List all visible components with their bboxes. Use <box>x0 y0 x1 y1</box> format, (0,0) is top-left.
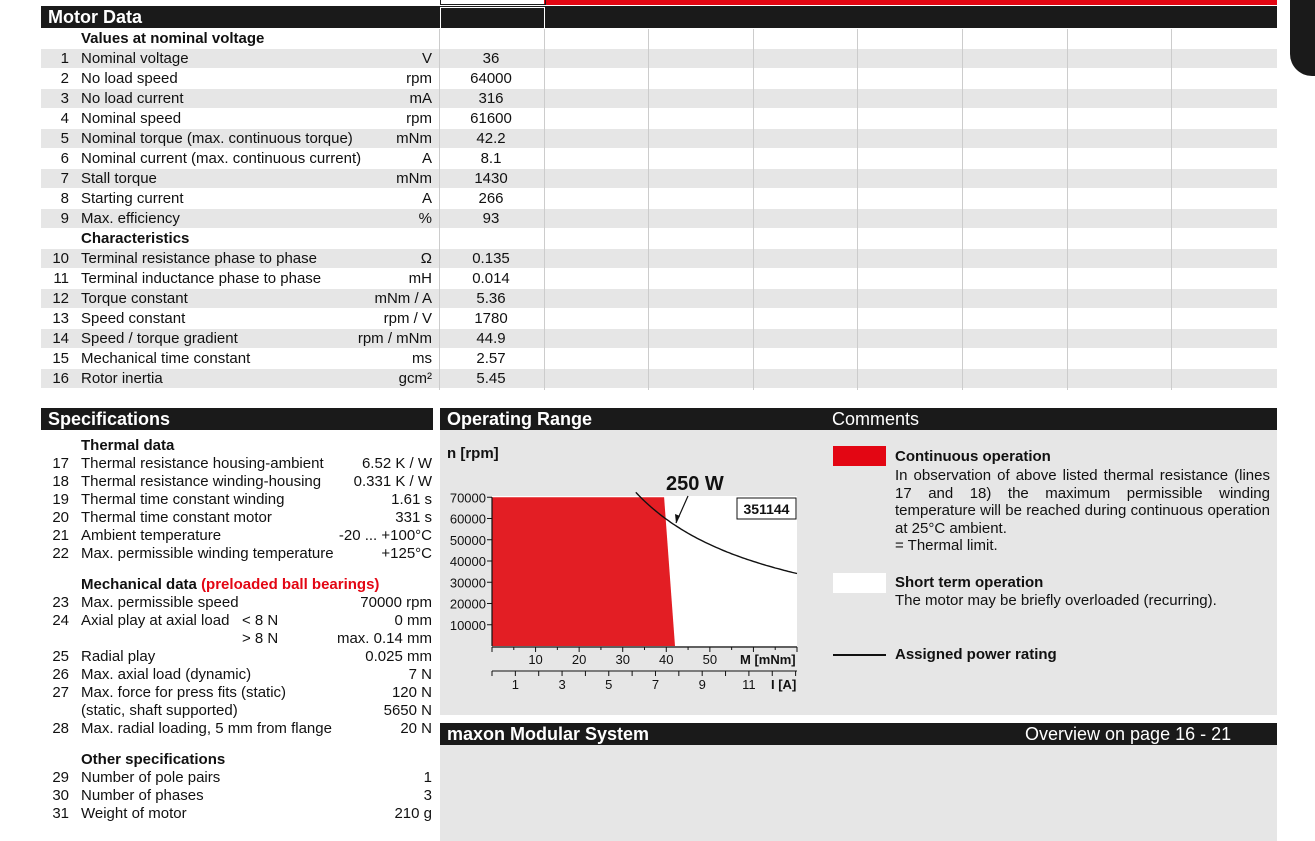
short-term-text: The motor may be briefly overloaded (recurring). <box>895 592 1217 609</box>
row-label: Starting current <box>81 190 184 207</box>
row-value: 5.36 <box>476 290 506 307</box>
spec-condition: < 8 N <box>242 612 279 629</box>
other-specs-heading-label <box>81 751 225 769</box>
motor-row <box>41 329 1277 348</box>
row-unit: mNm / A <box>374 290 432 307</box>
modular-system-panel <box>440 745 1277 841</box>
row-number: 6 <box>60 150 69 167</box>
motor-row <box>41 129 1277 148</box>
row-value: 1430 <box>474 170 508 187</box>
spec-value: 331 s <box>395 509 432 526</box>
row-label: Torque constant <box>81 290 188 307</box>
continuous-text: In observation of above listed thermal resistance (lines 17 and 18) the maximum permissible winding temperature will be reached during continuous operation at 25°C ambient. <box>895 467 1270 537</box>
spec-row <box>41 509 433 527</box>
column-separator <box>544 29 545 390</box>
row-value: 5.45 <box>476 370 506 387</box>
y-axis-label: n [rpm] <box>447 445 499 462</box>
spec-number: 28 <box>52 720 69 737</box>
spec-row <box>41 455 433 473</box>
spec-row <box>41 805 433 823</box>
motor-row <box>41 369 1277 388</box>
motor-row <box>41 169 1277 188</box>
power-rating-title: Assigned power rating <box>895 646 1057 663</box>
operating-range-chart <box>440 430 825 715</box>
row-unit: gcm² <box>398 370 432 387</box>
specifications-title: Specifications <box>48 409 171 429</box>
spec-label: Max. permissible winding temperature <box>81 545 334 562</box>
spec-row <box>41 491 433 509</box>
row-value: 316 <box>478 90 504 107</box>
x2-tick-label: 1 <box>511 677 519 692</box>
row-unit: mH <box>408 270 432 287</box>
spec-row <box>41 648 433 666</box>
corner-tab <box>1290 0 1315 76</box>
spec-row <box>41 594 433 612</box>
row-number: 15 <box>52 350 69 367</box>
spec-value: max. 0.14 mm <box>336 630 432 647</box>
spec-condition: > 8 N <box>242 630 279 647</box>
spec-number: 21 <box>52 527 69 544</box>
x-tick-label: 50 <box>702 652 718 667</box>
spec-row <box>41 527 433 545</box>
spec-row <box>41 666 433 684</box>
spec-row <box>41 612 433 630</box>
row-label: Nominal voltage <box>81 50 189 67</box>
continuous-text-2: = Thermal limit. <box>895 537 998 554</box>
column-separator <box>1067 29 1068 390</box>
row-number: 11 <box>53 270 69 287</box>
motor-row <box>41 209 1277 228</box>
row-unit: rpm / mNm <box>357 330 432 347</box>
spec-label: Thermal resistance winding-housing <box>81 473 322 490</box>
spec-label: Radial play <box>81 648 156 665</box>
short-term-swatch <box>833 573 886 593</box>
motor-row <box>41 249 1277 268</box>
x2-tick-label: 11 <box>742 677 756 692</box>
power-line-swatch <box>833 654 886 656</box>
row-value: 2.57 <box>476 350 506 367</box>
column-separator <box>962 29 963 390</box>
spec-number: 19 <box>52 491 69 508</box>
motor-row <box>41 289 1277 308</box>
row-label: Speed / torque gradient <box>81 330 238 347</box>
spec-number: 24 <box>52 612 69 629</box>
column-separator <box>857 29 858 390</box>
row-unit: mNm <box>396 170 432 187</box>
section-characteristics <box>41 229 1277 248</box>
mechanical-data-heading-text: Mechanical data <box>81 576 197 593</box>
spec-label: Max. radial loading, 5 mm from flange <box>81 720 332 737</box>
spec-label: Number of phases <box>81 787 204 804</box>
specifications-header <box>41 408 433 430</box>
spec-value: 6.52 K / W <box>361 455 432 472</box>
x-tick-label: 40 <box>659 652 674 667</box>
x-tick-label: 10 <box>528 652 543 667</box>
other-specs-heading <box>41 751 433 769</box>
spec-value: 1 <box>423 769 432 786</box>
row-number: 14 <box>52 330 69 347</box>
spec-value: 7 N <box>408 666 432 683</box>
x-axis-label: M [mNm] <box>740 652 796 667</box>
section-characteristics-label: Characteristics <box>81 230 190 247</box>
mechanical-data-heading <box>41 576 433 594</box>
spec-number: 27 <box>52 684 69 701</box>
spec-label: Max. axial load (dynamic) <box>81 666 252 683</box>
modular-system-header <box>440 723 1277 745</box>
x-tick-label: 20 <box>571 652 587 667</box>
row-value: 0.014 <box>472 270 510 287</box>
row-unit: V <box>421 50 432 67</box>
motor-row <box>41 189 1277 208</box>
y-tick-label: 30000 <box>449 575 486 591</box>
row-number: 4 <box>60 110 69 127</box>
section-nominal-voltage <box>41 29 1277 48</box>
other-specs-heading-text: Other specifications <box>81 751 226 768</box>
overview-link[interactable]: Overview on page 16 - 21 <box>1025 724 1232 744</box>
continuous-swatch <box>833 446 886 466</box>
row-value: 64000 <box>470 70 512 87</box>
spec-row <box>41 787 433 805</box>
top-red-strip <box>544 0 1277 5</box>
row-number: 2 <box>60 70 69 87</box>
row-label: No load current <box>81 90 184 107</box>
row-label: Max. efficiency <box>81 210 180 227</box>
spec-label: Max. force for press fits (static) <box>81 684 287 701</box>
row-unit: % <box>418 210 432 227</box>
row-number: 12 <box>52 290 69 307</box>
spec-label: Thermal time constant winding <box>81 491 285 508</box>
column-separator <box>753 29 754 390</box>
short-term-title: Short term operation <box>895 574 1044 591</box>
row-value: 42.2 <box>476 130 506 147</box>
row-number: 1 <box>60 50 69 67</box>
spec-value: 5650 N <box>383 702 432 719</box>
spec-value: +125°C <box>381 545 432 562</box>
motor-data-header <box>41 6 1277 28</box>
x2-tick-label: 7 <box>651 677 660 692</box>
row-unit: rpm / V <box>383 310 432 327</box>
row-value: 8.1 <box>480 150 502 167</box>
column-separator <box>648 29 649 390</box>
mechanical-note: (preloaded ball bearings) <box>201 576 380 593</box>
thermal-data-heading <box>41 437 433 455</box>
thermal-data-heading-text: Thermal data <box>81 437 175 454</box>
row-number: 13 <box>52 310 69 327</box>
thermal-data-heading-label <box>81 437 174 455</box>
row-number: 9 <box>60 210 69 227</box>
x2-axis-label: I [A] <box>771 677 797 692</box>
row-label: Terminal inductance phase to phase <box>81 270 322 287</box>
row-unit: rpm <box>406 110 432 127</box>
row-label: Nominal torque (max. continuous torque) <box>81 130 353 147</box>
spec-label: Number of pole pairs <box>81 769 221 786</box>
operating-range-title: Operating Range <box>447 409 593 429</box>
spec-label: Thermal resistance housing-ambient <box>81 455 324 472</box>
spec-row <box>41 720 433 738</box>
y-tick-label: 40000 <box>449 554 486 569</box>
row-label: Stall torque <box>81 170 157 187</box>
spec-value: 0 mm <box>394 612 432 629</box>
row-value: 1780 <box>474 310 508 327</box>
spec-value: 70000 rpm <box>360 594 432 611</box>
motor-data-title: Motor Data <box>48 7 142 27</box>
row-value: 266 <box>478 190 504 207</box>
spec-value: 0.331 K / W <box>353 473 432 490</box>
y-tick-label: 50000 <box>449 532 486 548</box>
x2-tick-label: 9 <box>698 677 706 692</box>
operating-range-header <box>440 408 1277 430</box>
spec-row <box>41 473 433 491</box>
row-value: 61600 <box>470 110 512 127</box>
row-label: Rotor inertia <box>81 370 163 387</box>
y-tick-label: 70000 <box>449 490 486 506</box>
row-number: 7 <box>60 170 69 187</box>
x-tick-label: 30 <box>615 652 630 667</box>
y-tick-label: 60000 <box>449 511 486 527</box>
motor-row <box>41 269 1277 288</box>
row-label: Mechanical time constant <box>81 350 251 367</box>
spec-number: 18 <box>52 473 69 490</box>
row-label: No load speed <box>81 70 178 87</box>
spec-label: Max. permissible speed <box>81 594 239 611</box>
row-unit: rpm <box>406 70 432 87</box>
row-label: Nominal speed <box>81 110 182 127</box>
top-value-box <box>440 0 546 5</box>
spec-value: -20 ... +100°C <box>338 527 432 544</box>
row-number: 16 <box>52 370 69 387</box>
spec-number: 31 <box>52 805 69 822</box>
spec-row <box>41 769 433 787</box>
spec-number: 25 <box>52 648 69 665</box>
spec-row <box>41 630 433 648</box>
row-number: 5 <box>60 130 69 147</box>
row-number: 3 <box>60 90 69 107</box>
row-label: Nominal current (max. continuous current) <box>81 150 362 167</box>
row-unit: ms <box>412 350 432 367</box>
spec-number: 30 <box>52 787 69 804</box>
mechanical-data-heading-label <box>81 576 379 594</box>
motor-row <box>41 89 1277 108</box>
x2-tick-label: 3 <box>558 677 566 692</box>
row-label: Terminal resistance phase to phase <box>81 250 317 267</box>
motor-row <box>41 349 1277 368</box>
row-unit: mA <box>409 90 432 107</box>
row-number: 8 <box>60 190 69 207</box>
spec-value: 20 N <box>400 720 432 737</box>
spec-label: Weight of motor <box>81 805 187 822</box>
column-separator <box>1171 29 1172 390</box>
row-unit: A <box>421 150 432 167</box>
motor-row <box>41 69 1277 88</box>
y-tick-label: 20000 <box>449 596 486 612</box>
motor-row <box>41 149 1277 168</box>
spec-label: Ambient temperature <box>81 527 222 544</box>
x2-tick-label: 5 <box>605 677 613 692</box>
motor-row <box>41 49 1277 68</box>
comments-title: Comments <box>832 409 920 429</box>
spec-value: 3 <box>423 787 432 804</box>
row-label: Speed constant <box>81 310 186 327</box>
modular-system-title: maxon Modular System <box>447 724 650 744</box>
part-number: 351144 <box>743 501 790 517</box>
spec-value: 1.61 s <box>391 491 432 508</box>
spec-row <box>41 702 433 720</box>
row-number: 10 <box>52 250 69 267</box>
row-value: 36 <box>482 50 500 67</box>
spec-row <box>41 684 433 702</box>
row-unit: A <box>421 190 432 207</box>
spec-value: 210 g <box>394 805 432 822</box>
spec-number: 23 <box>52 594 69 611</box>
spec-number: 22 <box>52 545 69 562</box>
row-unit: Ω <box>420 250 432 267</box>
spec-label: Thermal time constant motor <box>81 509 272 526</box>
value-column-header-box <box>440 7 545 29</box>
continuous-title: Continuous operation <box>895 448 1051 465</box>
section-nominal-voltage-label: Values at nominal voltage <box>81 30 265 47</box>
spec-label: Axial play at axial load <box>81 612 230 629</box>
power-label: 250 W <box>666 473 724 495</box>
motor-row <box>41 109 1277 128</box>
row-value: 0.135 <box>472 250 510 267</box>
continuous-operation-region <box>492 497 675 646</box>
column-separator <box>439 29 440 390</box>
row-value: 93 <box>482 210 500 227</box>
motor-row <box>41 309 1277 328</box>
spec-value: 0.025 mm <box>365 648 432 665</box>
row-value: 44.9 <box>476 330 506 347</box>
spec-number: 20 <box>52 509 69 526</box>
spec-value: 120 N <box>391 684 432 701</box>
y-tick-label: 10000 <box>449 617 486 633</box>
spec-number: 17 <box>52 455 69 472</box>
spec-number: 29 <box>52 769 69 786</box>
spec-number: 26 <box>52 666 69 683</box>
spec-row <box>41 545 433 563</box>
row-unit: mNm <box>396 130 432 147</box>
spec-label: (static, shaft supported) <box>81 702 238 719</box>
